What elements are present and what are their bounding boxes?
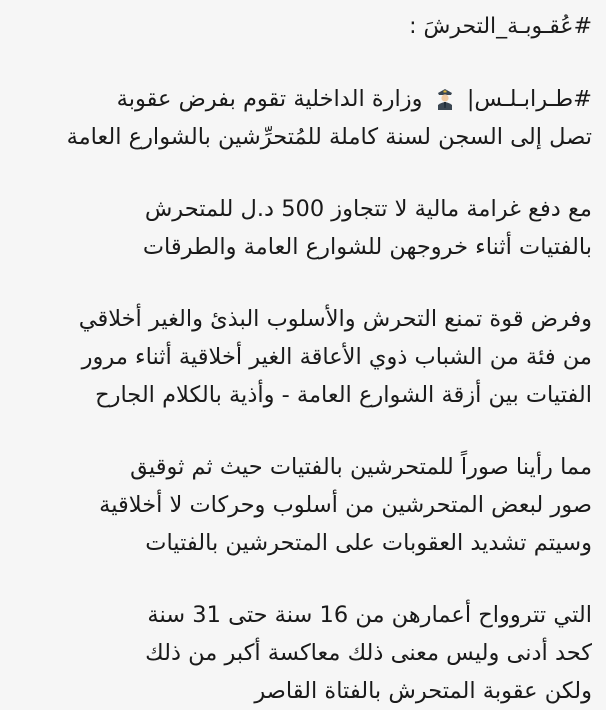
paragraph-5 — [14, 596, 592, 710]
text-line: كحد أدنى وليس معنى ذلك معاكسة أكبر من ذلك — [145, 640, 592, 666]
post-title: #عُقـوبـة_التحرشَ : — [409, 14, 592, 39]
police-officer-icon — [436, 86, 454, 110]
text-line: وسيتم تشديد العقوبات على المتحرشين بالفتيات — [145, 530, 592, 556]
text-line: مما رأينا صوراً للمتحرشين بالفتيات حيث ثم ثوقيق — [130, 454, 592, 480]
text-line: ولكن عقوبة المتحرش بالفتاة القاصر — [254, 678, 592, 704]
text-line: من فئة من الشباب ذوي الأعاقة الغير أخلاقية أثناء مرور — [81, 344, 592, 370]
text-line: صور لبعض المتحرشين من أسلوب وحركات لا أخلاقية — [99, 492, 592, 518]
text-line — [14, 80, 592, 118]
text-line: مع دفع غرامة مالية لا تتجاوز 500 د.ل للمتحرش — [144, 196, 592, 222]
text-line: وفرض قوة تمنع التحرش والأسلوب البذئ والغير أخلاقي — [78, 306, 592, 332]
line-text: وزارة الداخلية تقوم بفرض عقوبة — [116, 86, 423, 112]
text-line: الفتيات بين أزقة الشوارع العامة - وأذية بالكلام الجارح — [95, 382, 592, 408]
text-line: تصل إلى السجن لسنة كاملة للمُتحرِّشين بالشوارع العامة — [66, 124, 592, 150]
paragraph-1 — [14, 80, 592, 156]
hashtag-tripoli[interactable]: #طـرابـلـس| — [466, 86, 592, 112]
paragraph-2 — [14, 190, 592, 266]
paragraph-3 — [14, 300, 592, 414]
text-line: التي تتروواح أعمارهن من 16 سنة حتى 31 سنة — [147, 602, 592, 628]
text-line: بالفتيات أثناء خروجهن للشوارع العامة والطرقات — [142, 234, 592, 260]
paragraph-4 — [14, 448, 592, 562]
